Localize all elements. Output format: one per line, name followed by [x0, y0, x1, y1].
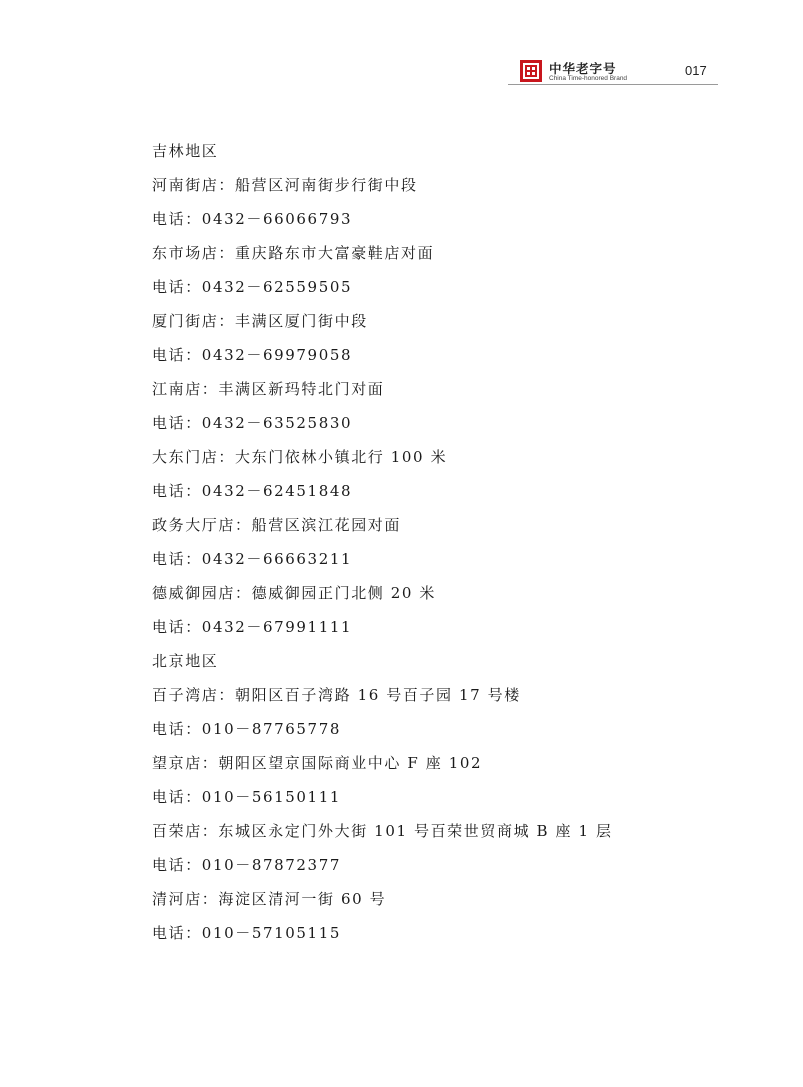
store-address: 江南店：丰满区新玛特北门对面 [152, 380, 385, 398]
store-address: 望京店：朝阳区望京国际商业中心 F 座 102 [152, 754, 483, 772]
store-address: 德威御园店：德威御园正门北侧 20 米 [152, 584, 437, 602]
page-header [519, 57, 759, 85]
store-phone: 电话：0432－62559505 [152, 278, 353, 296]
store-address: 厦门街店：丰满区厦门街中段 [152, 312, 368, 330]
store-phone: 电话：0432－62451848 [152, 482, 353, 500]
store-phone: 电话：0432－67991111 [152, 618, 353, 636]
brand-name-cn: 中华老字号 [549, 61, 617, 76]
store-address: 河南街店：船营区河南街步行街中段 [152, 176, 418, 194]
store-phone: 电话：010－57105115 [152, 924, 341, 942]
store-phone: 电话：0432－63525830 [152, 414, 353, 432]
store-address: 清河店：海淀区清河一街 60 号 [152, 890, 387, 908]
store-phone: 电话：010－87765778 [152, 720, 341, 738]
store-address: 百荣店：东城区永定门外大街 101 号百荣世贸商城 B 座 1 层 [152, 822, 613, 840]
store-phone: 电话：0432－66663211 [152, 550, 353, 568]
store-address: 东市场店：重庆路东市大富豪鞋店对面 [152, 244, 435, 262]
header-divider [508, 84, 718, 85]
store-phone: 电话：010－56150111 [152, 788, 341, 806]
store-address: 政务大厅店：船营区滨江花园对面 [152, 516, 402, 534]
store-list [152, 140, 752, 956]
page-number: 017 [685, 63, 707, 78]
region-heading-jilin: 吉林地区 [152, 142, 219, 160]
store-phone: 电话：010－87872377 [152, 856, 341, 874]
store-phone: 电话：0432－66066793 [152, 210, 353, 228]
brand-logo-icon [519, 59, 543, 83]
store-address: 百子湾店：朝阳区百子湾路 16 号百子园 17 号楼 [152, 686, 521, 704]
region-heading-beijing: 北京地区 [152, 652, 219, 670]
brand-name-en: China Time-honored Brand [549, 75, 628, 82]
store-phone: 电话：0432－69979058 [152, 346, 353, 364]
store-address: 大东门店：大东门依林小镇北行 100 米 [152, 448, 448, 466]
